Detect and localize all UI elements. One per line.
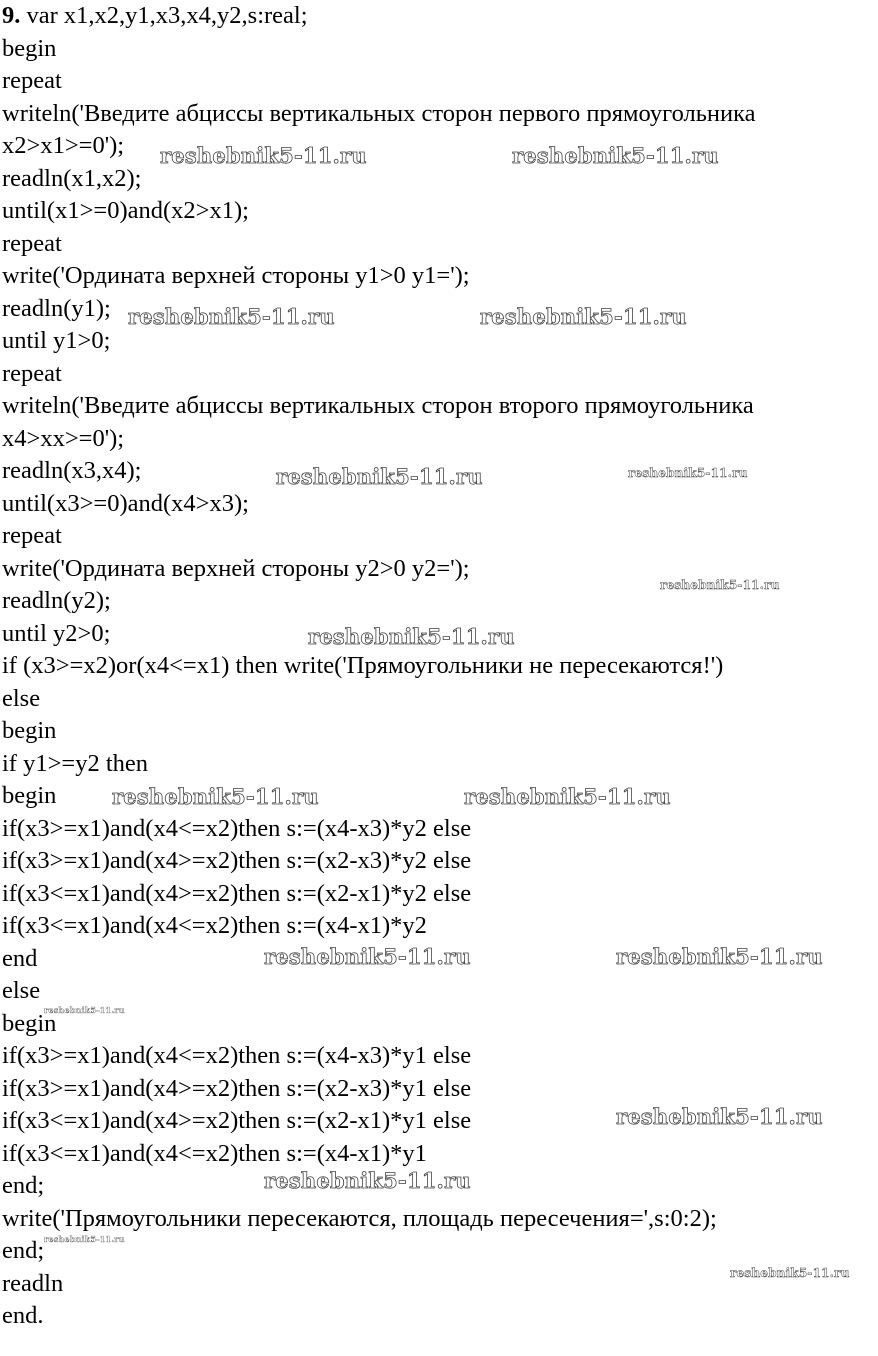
watermark: reshebnik5-11.ru (264, 944, 471, 969)
code-line: until y1>0; (2, 327, 111, 354)
code-line: writeln('Введите абциссы вертикальных сторон второго прямоугольника (2, 392, 754, 419)
code-line: repeat (2, 359, 62, 387)
code-line: repeat (2, 67, 62, 94)
code-line: end. (2, 1302, 44, 1329)
code-line: else (2, 977, 41, 1004)
code-line: end; (2, 1237, 45, 1264)
code-line (2, 0, 876, 33)
code-listing (2, 0, 876, 1333)
code-line: readln (2, 1269, 64, 1297)
code-line: if(x3<=x1)and(x4<=x2)then s:=(x4-x1)*y2 (2, 912, 427, 939)
code-line: if(x3<=x1)and(x4>=x2)then s:=(x2-x1)*y2 else (2, 879, 472, 907)
code-line: if (x3>=x2)or(x4<=x1) then write('Прямоугольники не пересекаются!') (2, 652, 724, 679)
code-line: until(x3>=0)and(x4>x3); (2, 489, 249, 517)
code-line: readln(y1); (2, 294, 111, 322)
watermark: reshebnik5-11.ru (480, 304, 687, 329)
code-line: x4>xx>=0'); (2, 424, 125, 452)
watermark: reshebnik5-11.ru (264, 1168, 471, 1193)
watermark: reshebnik5-11.ru (44, 1005, 125, 1015)
code-line: readln(x1,x2); (2, 164, 142, 192)
code-line: if(x3>=x1)and(x4>=x2)then s:=(x2-x3)*y2 else (2, 847, 472, 874)
code-line: write('Ордината верхней стороны y2>0 y2='); (2, 554, 470, 582)
code-line: x2>x1>=0'); (2, 132, 125, 159)
code-line: else (2, 684, 41, 712)
watermark: reshebnik5-11.ru (44, 1234, 125, 1244)
code-line: begin (2, 1009, 57, 1037)
code-line: until(x1>=0)and(x2>x1); (2, 197, 249, 224)
watermark: reshebnik5-11.ru (628, 466, 748, 480)
code-line: if(x3>=x1)and(x4<=x2)then s:=(x4-x3)*y1 else (2, 1042, 472, 1069)
watermark: reshebnik5-11.ru (160, 143, 367, 168)
watermark: reshebnik5-11.ru (616, 944, 823, 969)
code-line: end; (2, 1172, 45, 1199)
code-line: end (2, 944, 38, 972)
code-line: if(x3<=x1)and(x4<=x2)then s:=(x4-x1)*y1 (2, 1139, 427, 1167)
watermark: reshebnik5-11.ru (464, 784, 671, 809)
code-line-text: var x1,x2,y1,x3,x4,y2,s:real; (20, 2, 308, 29)
watermark: reshebnik5-11.ru (660, 578, 780, 592)
code-line: if(x3>=x1)and(x4>=x2)then s:=(x2-x3)*y1 else (2, 1074, 472, 1102)
code-line: if y1>=y2 then (2, 749, 149, 777)
watermark: reshebnik5-11.ru (128, 304, 335, 329)
problem-number: 9. (2, 2, 21, 29)
code-line: readln(y2); (2, 587, 111, 614)
watermark: reshebnik5-11.ru (112, 784, 319, 809)
code-line: writeln('Введите абциссы вертикальных сторон первого прямоугольника (2, 99, 756, 127)
code-line: if(x3>=x1)and(x4<=x2)then s:=(x4-x3)*y2 else (2, 814, 472, 842)
code-line: if(x3<=x1)and(x4>=x2)then s:=(x2-x1)*y1 else (2, 1107, 472, 1134)
watermark: reshebnik5-11.ru (308, 624, 515, 649)
watermark: reshebnik5-11.ru (512, 143, 719, 168)
code-line: write('Прямоугольники пересекаются, площадь пересечения=',s:0:2); (2, 1204, 717, 1232)
code-line: write('Ордината верхней стороны y1>0 y1='); (2, 262, 470, 289)
watermark: reshebnik5-11.ru (616, 1104, 823, 1129)
code-line: repeat (2, 522, 62, 549)
watermark: reshebnik5-11.ru (730, 1266, 850, 1280)
code-line: repeat (2, 229, 62, 257)
code-line: begin (2, 782, 57, 809)
code-line: begin (2, 717, 57, 744)
code-line: until y2>0; (2, 619, 111, 647)
code-line: begin (2, 34, 57, 62)
code-line: readln(x3,x4); (2, 457, 142, 484)
watermark: reshebnik5-11.ru (276, 464, 483, 489)
